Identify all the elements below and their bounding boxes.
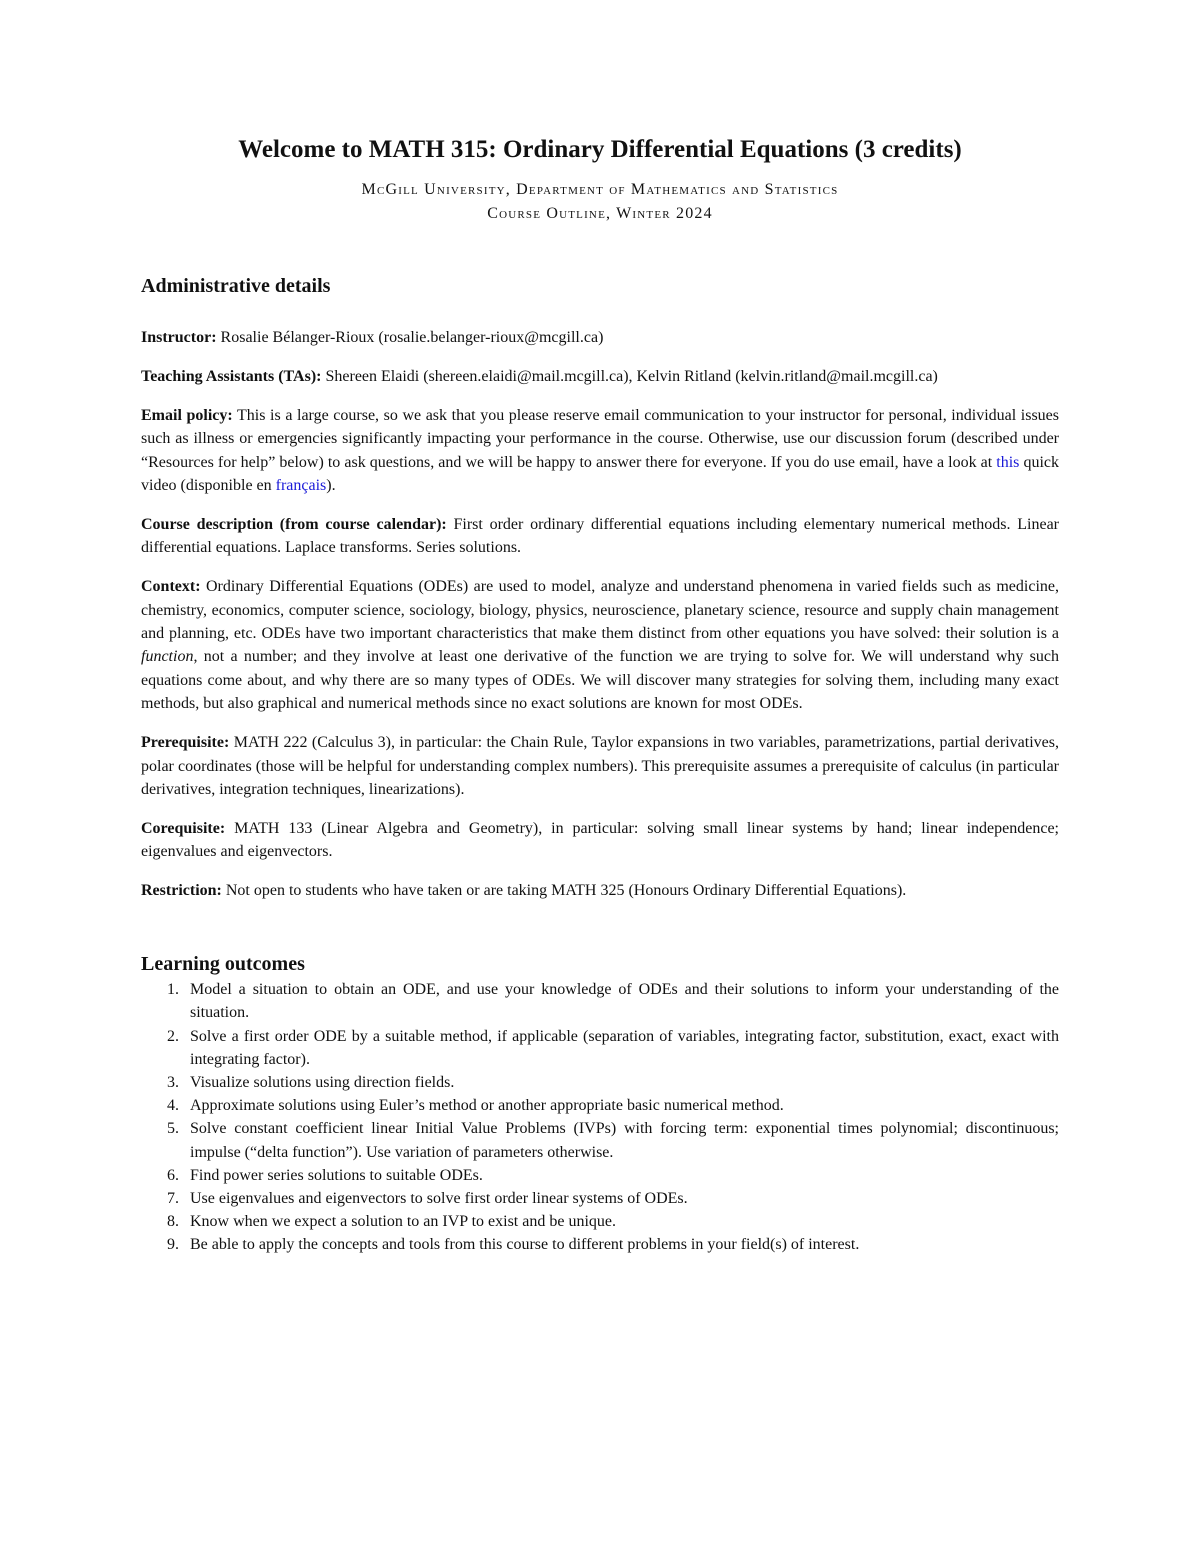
list-item [141, 1233, 1059, 1256]
list-item [141, 1164, 1059, 1187]
list-item-text: Visualize solutions using direction fields. [190, 1073, 455, 1091]
email-policy-text-middle: quick video (disponible en [141, 453, 1060, 495]
list-item-number: 6. [167, 1166, 179, 1184]
list-item-text: Solve a first order ODE by a suitable method, if applicable (separation of variables, integrating factor, substitution, exact, exact with integrating factor). [190, 1027, 1059, 1068]
list-item [141, 1025, 1059, 1071]
learning-outcomes-heading: Learning outcomes [141, 953, 305, 976]
course-outline-page [141, 132, 1059, 1257]
context-emphasis: function [141, 648, 194, 666]
list-item [141, 1187, 1059, 1210]
list-item [141, 1210, 1059, 1233]
context-text-end: , not a number; and they involve at least one derivative of the function we are trying to solve for. We will understand why such equations come about, and why there are so many types of ODEs. We will discover many strategies for solving them, including many exact methods, but also graphical and numerical methods since no exact solutions are known for most ODEs. [141, 648, 1059, 713]
prerequisite-label: Prerequisite: [141, 734, 230, 752]
email-policy-text: This is a large course, so we ask that you please reserve email communication to your instructor for personal, individual issues such as illness or emergencies significantly impacting your performance in the course. Otherwise, use our discussion forum (described under “Resources for help” below) to ask questions, and we will be happy to answer there for everyone. If you do use email, have a look at [141, 406, 1059, 471]
instructor-value: Rosalie Bélanger-Rioux (rosalie.belanger-rioux@mcgill.ca) [220, 329, 604, 346]
list-item-number: 1. [167, 981, 179, 999]
email-policy-text-end: ). [326, 477, 336, 495]
corequisite-paragraph [141, 817, 1059, 864]
list-item [141, 978, 1059, 1024]
list-item-number: 7. [167, 1189, 179, 1207]
restriction-paragraph [141, 879, 1059, 902]
list-item-number: 8. [167, 1213, 179, 1231]
list-item-number: 5. [167, 1120, 179, 1138]
context-label: Context: [141, 578, 201, 596]
video-link-this[interactable]: this [996, 453, 1020, 471]
instructor-label: Instructor: [141, 329, 217, 346]
list-item [141, 1071, 1059, 1094]
course-description-paragraph [141, 513, 1059, 560]
list-item-text: Be able to apply the concepts and tools from this course to different problems in your field(s) of interest. [190, 1236, 860, 1254]
corequisite-label: Corequisite: [141, 819, 226, 837]
list-item-text: Solve constant coefficient linear Initial Value Problems (IVPs) with forcing term: exponential times polynomial; discontinuous; impulse (“delta function”). Use variation of parameters otherwise. [190, 1120, 1059, 1161]
context-paragraph [141, 575, 1059, 715]
restriction-label: Restriction: [141, 882, 222, 900]
list-item-number: 3. [167, 1073, 179, 1091]
prerequisite-paragraph [141, 731, 1059, 801]
prerequisite-value: MATH 222 (Calculus 3), in particular: the Chain Rule, Taylor expansions in two variables, parametrizations, partial derivatives, polar coordinates (those will be helpful for understanding complex numbers). This prerequisite assumes a prerequisite of calculus (in particular derivatives, integration techniques, linearizations). [141, 734, 1060, 798]
list-item-number: 9. [167, 1236, 179, 1254]
list-item [141, 1117, 1059, 1163]
tas-label: Teaching Assistants (TAs): [141, 367, 322, 385]
email-policy-label: Email policy: [141, 406, 233, 424]
list-item-number: 4. [167, 1097, 179, 1115]
course-description-value: First order ordinary differential equations including elementary numerical methods. Linear differential equations. Laplace transforms. Series solutions. [141, 515, 1060, 557]
list-item-text: Model a situation to obtain an ODE, and use your knowledge of ODEs and their solutions to inform your understanding of the situation. [190, 981, 1059, 1022]
subtitle-term: Course Outline, Winter 2024 [487, 205, 713, 222]
admin-heading: Administrative details [141, 275, 331, 297]
list-item-text: Find power series solutions to suitable ODEs. [190, 1166, 483, 1184]
tas-value: Shereen Elaidi (shereen.elaidi@mail.mcgill.ca), Kelvin Ritland (kelvin.ritland@mail.mcgill.ca) [325, 367, 938, 385]
restriction-value: Not open to students who have taken or are taking MATH 325 (Honours Ordinary Differential Equations). [225, 882, 907, 900]
list-item-text: Approximate solutions using Euler’s method or another appropriate basic numerical method. [190, 1097, 784, 1115]
list-item-text: Use eigenvalues and eigenvectors to solve first order linear systems of ODEs. [190, 1189, 688, 1207]
email-policy-paragraph [141, 404, 1059, 498]
course-description-label: Course description (from course calendar): [141, 515, 447, 533]
corequisite-value: MATH 133 (Linear Algebra and Geometry), in particular: solving small linear systems by hand; linear independence; eigenvalues and eigenvectors. [141, 819, 1059, 861]
subtitle-institution: McGill University, Department of Mathematics and Statistics [361, 181, 839, 198]
learning-outcomes-list [141, 978, 1059, 1256]
video-link-french[interactable]: français [275, 477, 327, 495]
list-item [141, 1094, 1059, 1117]
instructor-paragraph [141, 326, 1059, 349]
tas-paragraph [141, 365, 1059, 388]
list-item-text: Know when we expect a solution to an IVP to exist and be unique. [190, 1213, 616, 1231]
context-text: Ordinary Differential Equations (ODEs) are used to model, analyze and understand phenomena in varied fields such as medicine, chemistry, economics, computer science, sociology, biology, physics, neuroscience, planetary science, resource and supply chain management and planning, etc. ODEs have two important characteristics that make them distinct from other equations you have solved: their solution is a [141, 578, 1059, 643]
page-title: Welcome to MATH 315: Ordinary Differential Equations (3 credits) [238, 136, 962, 163]
list-item-number: 2. [167, 1027, 179, 1045]
